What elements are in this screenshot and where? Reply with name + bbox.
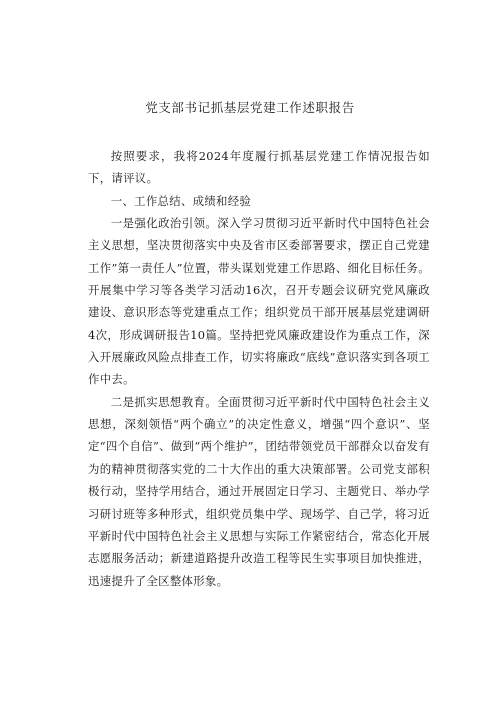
section-heading: 一、工作总结、成绩和经验 xyxy=(110,193,252,208)
document-title: 党支部书记抓基层党建工作述职报告 xyxy=(145,100,355,115)
body-paragraph-1: 一是强化政治引领。深入学习贯彻习近平新时代中国特色社会主义思想，坚决贯彻落实中央及省市区委部署要求，摆正自己党建工作”第一责任人”位置，带头谋划党建工作思路、细化目标任务。开展集中学习等各类学习活动16次，召开专题会议研究党风廉政建设、意识形态等党建重点工作；组织党员干部开展基层党建调研4次，形成调研报告10篇。坚持把党风廉政建设作为重点工作，深入开展廉政风险点排查工作，切实将廉政“底线”意识落实到各项工作中去。 xyxy=(88,216,430,387)
intro-paragraph: 按照要求，我将2024年度履行抓基层党建工作情况报告如下，请评议。 xyxy=(88,149,430,186)
body-paragraph-2: 二是抓实思想教育。全面贯彻习近平新时代中国特色社会主义思想，深刻领悟“两个确立”的决定性意义，增强“四个意识”、坚定“四个自信”、做到“两个维护”，团结带领党员干部群众以奋发有为的精神贯彻落实党的二十大作出的重大决策部署。公司党支部积极行动，坚持学用结合，通过开展固定日学习、主题党日、举办学习研讨班等多种形式，组织党员集中学、现场学、自己学，将习近平新时代中国特色社会主义思想与实际工作紧密结合，常态化开展志愿服务活动；新建道路提升改造工程等民生实事项目加快推进，迅速提升了全区整体形象。 xyxy=(88,394,430,588)
document-body xyxy=(88,145,430,592)
